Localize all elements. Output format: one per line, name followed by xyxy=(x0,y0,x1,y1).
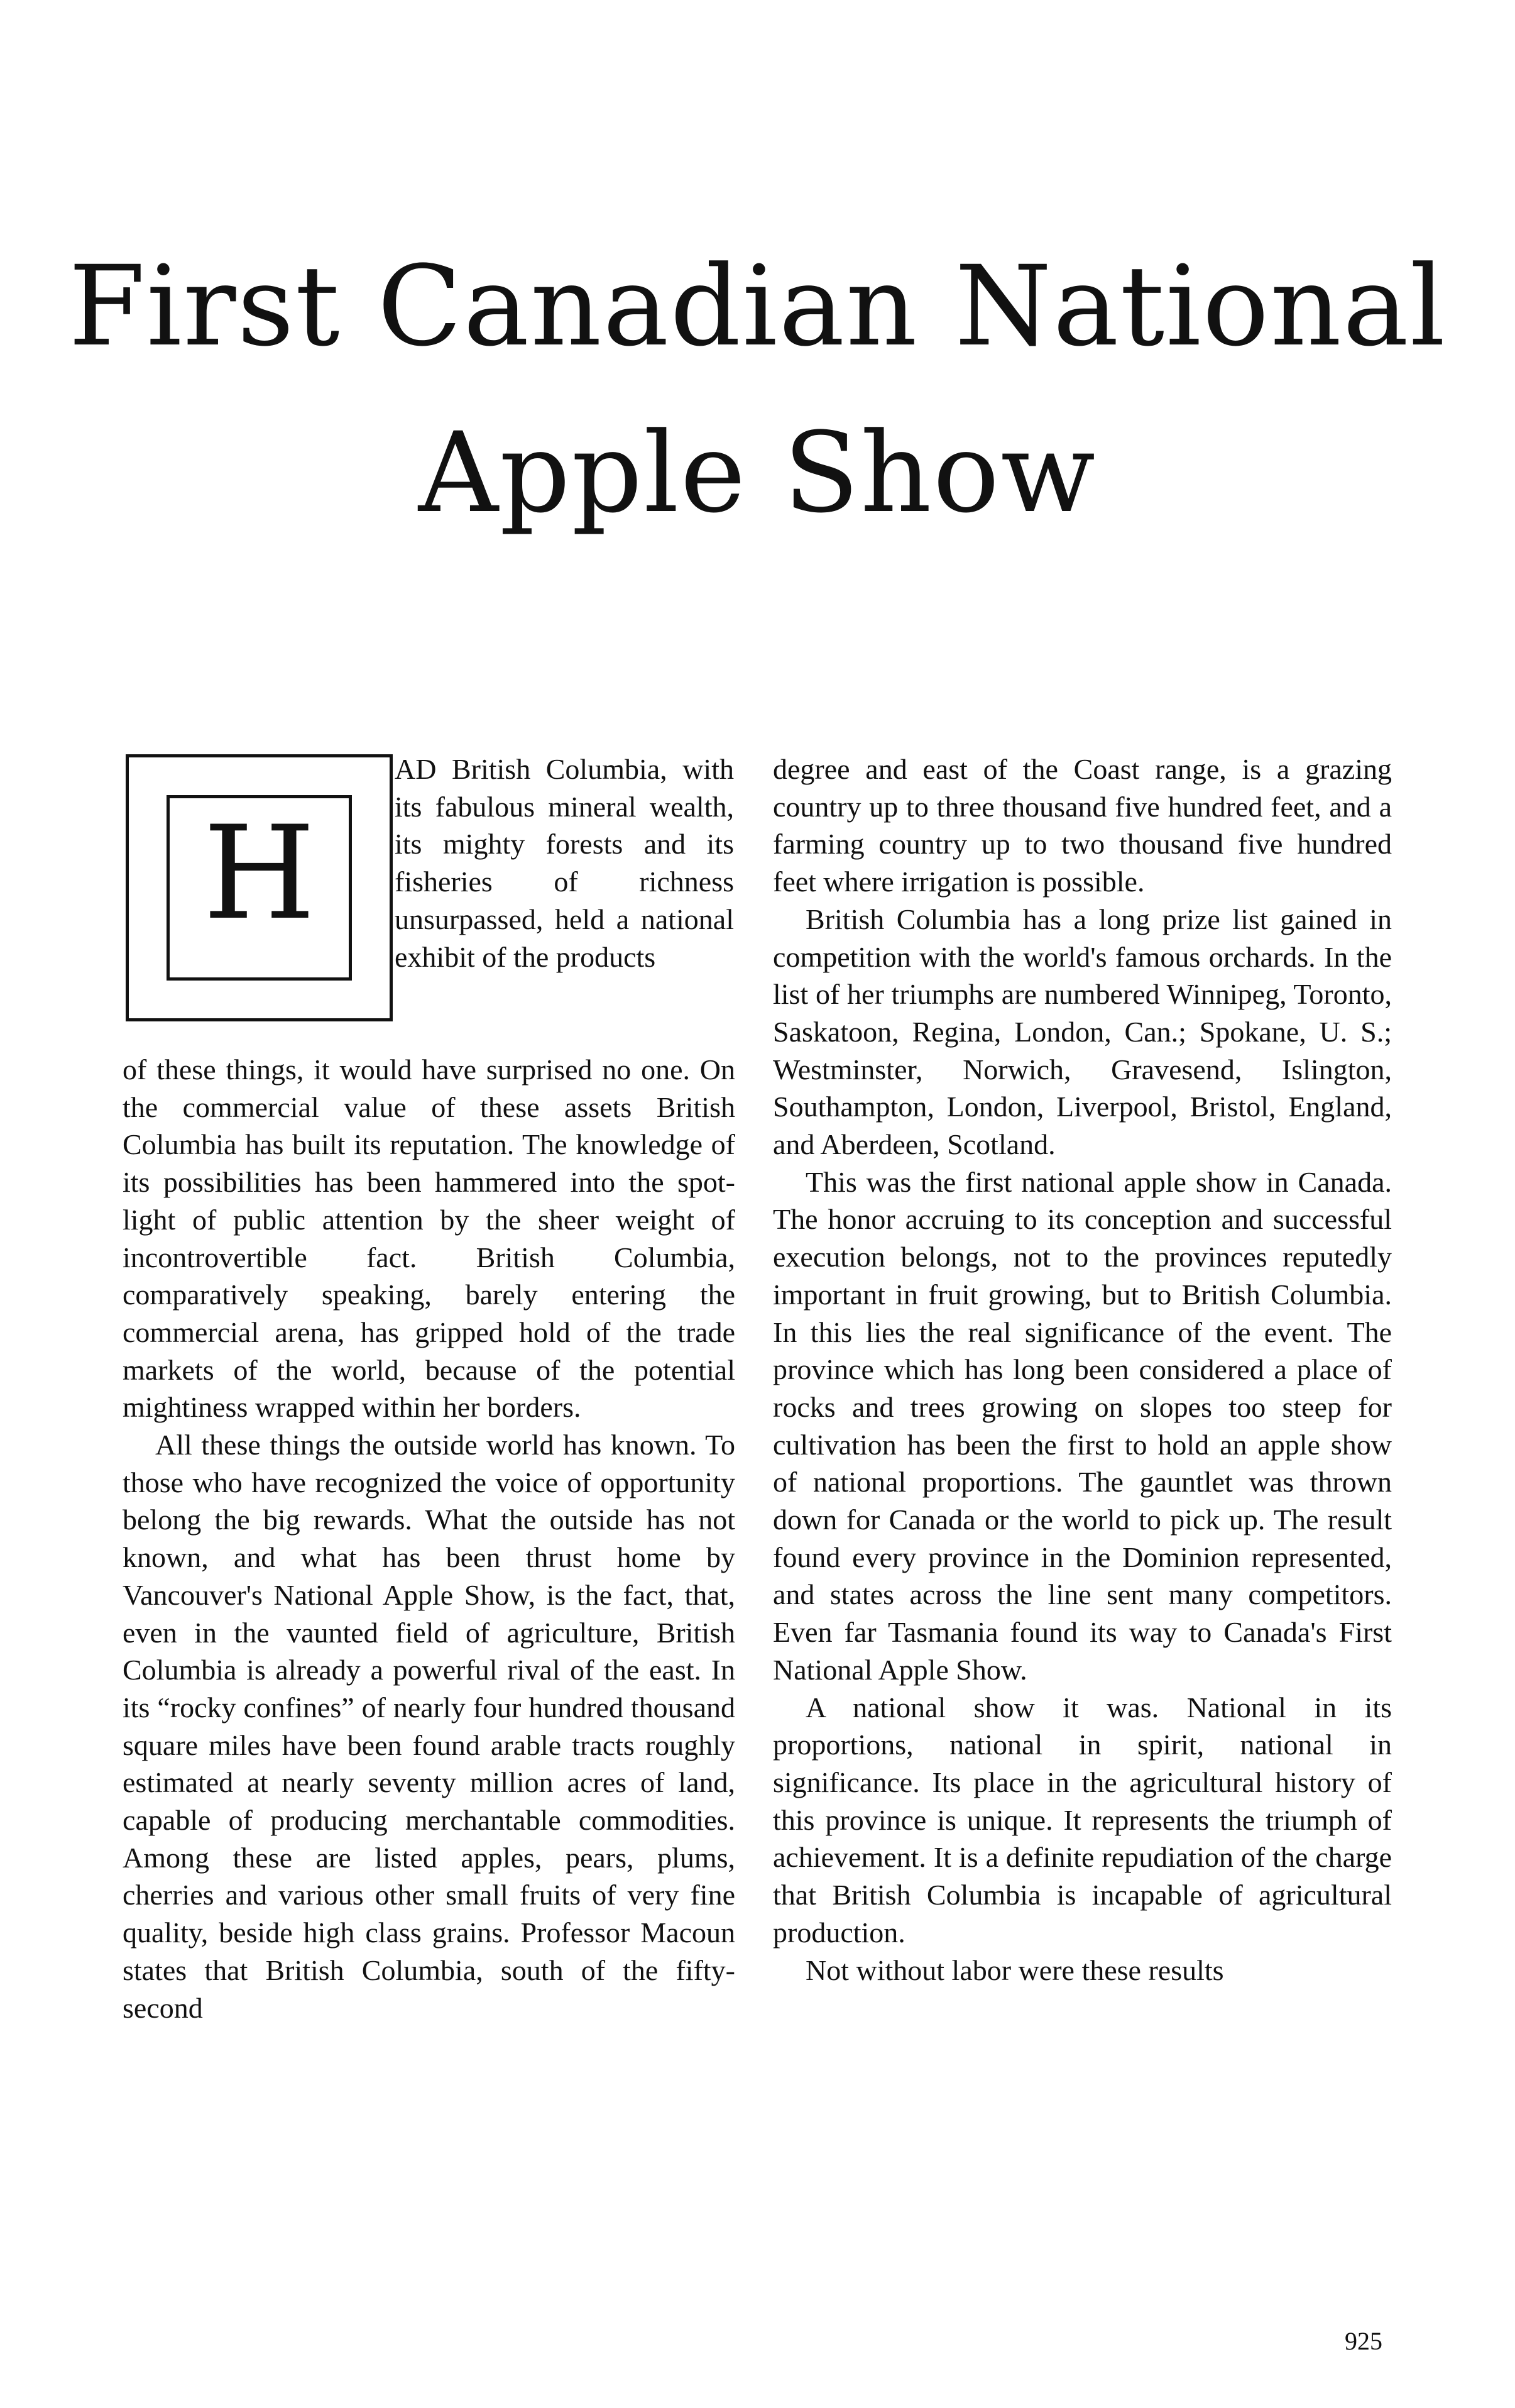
opening-text: AD British Columbia, with its fabulous mineral wealth, its mighty forests and its fisheries of richness unsurpassed, held a national exhibit of the products xyxy=(395,753,734,973)
title-line-2: Apple Show xyxy=(418,409,1097,537)
drop-cap-inner-frame xyxy=(167,795,352,981)
left-paragraph-1: of these things, it would have surprised no one. On the commercial value of these assets British Columbia has built its reputation. The knowledge of its possibilities has been hammered into the spot-light of public attention by the sheer weight of incontrovertible fact. British Columbia, comparatively speaking, barely entering the commercial arena, has gripped hold of the trade markets of the world, because of the potential mightiness wrapped within her borders. xyxy=(123,1053,735,1424)
right-paragraph-5: Not without labor were these results xyxy=(806,1954,1224,1986)
title-line-1: First Canadian National xyxy=(68,242,1447,371)
page-number: 925 xyxy=(1345,2327,1382,2355)
right-paragraph-1: degree and east of the Coast range, is a grazing country up to three thousand five hundred feet, and a farming country up to two thousand five hundred feet where irrigation is possible. xyxy=(773,753,1392,898)
right-paragraph-2: British Columbia has a long prize list gained in competition with the world's famous orchards. In the list of her triumphs are numbered Winnipeg, Toronto, Saskatoon, Regina, London, Can.; Spokane, U. S.; Westminster, Norwich, Gravesend, Islington, Southampton, London, Liverpool, Bristol, England, and Aberdeen, Scotland. xyxy=(773,903,1392,1161)
drop-cap-letter: H xyxy=(203,799,315,948)
left-paragraph-2: All these things the outside world has known. To those who have recognized the voice of opportunity belong the big rewards. What the outside has not known, and what has been thrust home by Vancouver's National Apple Show, is the fact, that, even in the vaunted field of agriculture, British Columbia is already a powerful rival of the east. In its “rocky confines” of nearly four hundred thousand square miles have been found arable tracts roughly estimated at nearly seventy million acres of land, capable of producing merchantable commodities. Among these are listed apples, pears, plums, cherries and various other small fruits of very fine quality, beside high class grains. Professor Macoun states that British Columbia, south of the fifty-second xyxy=(123,1429,735,2024)
left-column-top xyxy=(395,750,734,976)
right-column xyxy=(773,750,1392,1989)
drop-cap-frame xyxy=(126,754,393,1021)
right-paragraph-3: This was the first national apple show in Canada. The honor accruing to its conception and successful execution belongs, not to the provinces reputedly important in fruit growing, but to British Columbia. In this lies the real significance of the event. The province which has long been considered a place of rocks and trees growing on slopes too steep for cultivation has been the first to hold an apple show of national proportions. The gauntlet was thrown down for Canada or the world to pick up. The result found every province in the Dominion represented, and states across the line sent many competitors. Even far Tasmania found its way to Canada's First National Apple Show. xyxy=(773,1165,1392,1686)
left-column xyxy=(123,1051,735,2026)
right-paragraph-4: A national show it was. National in its proportions, national in spirit, national in significance. Its place in the agricultural history of this province is unique. It represents the triumph of achievement. It is a definite repudiation of the charge that British Columbia is incapable of agricultural production. xyxy=(773,1691,1392,1949)
